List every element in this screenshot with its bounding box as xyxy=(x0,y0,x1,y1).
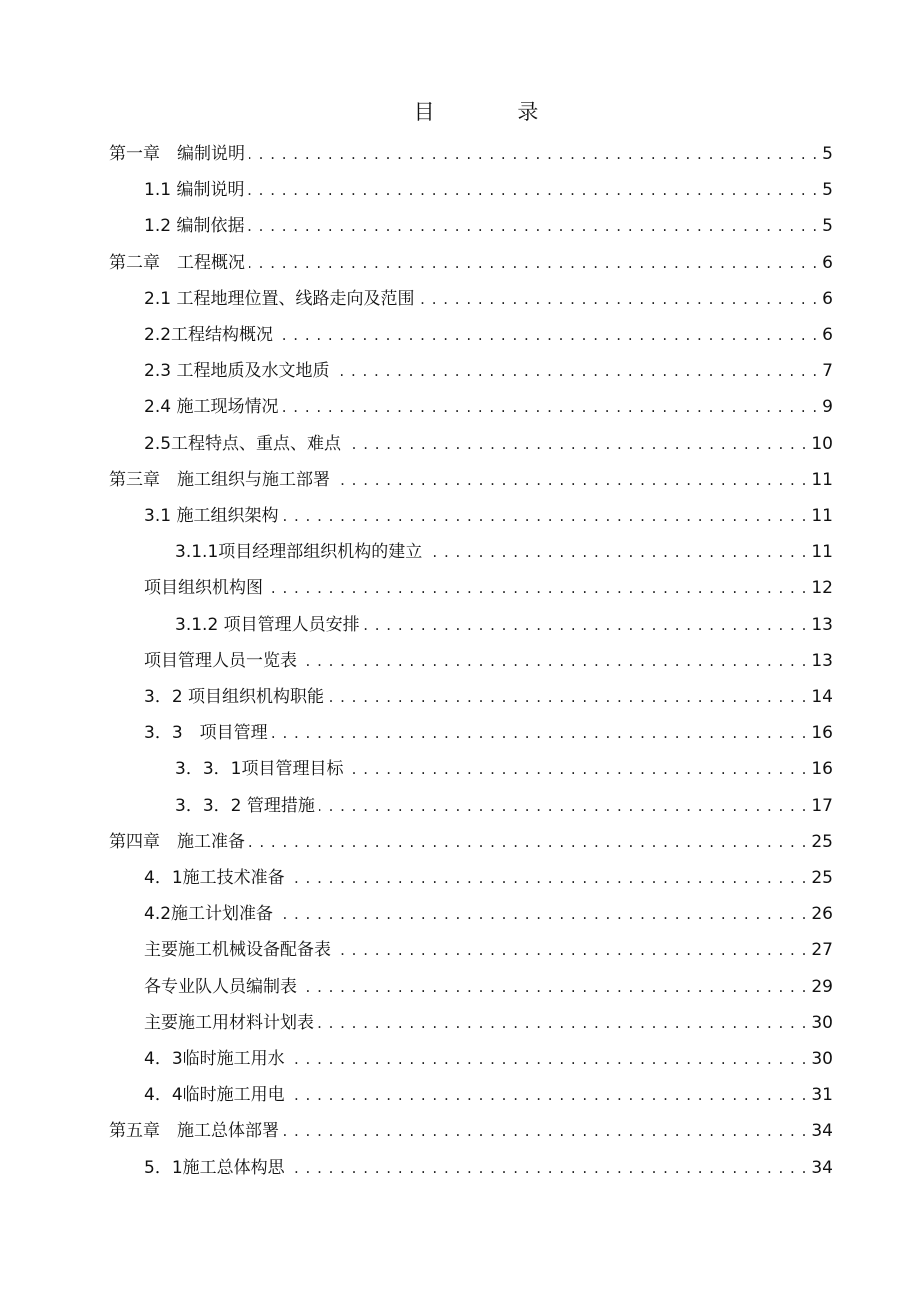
toc-page-number: 11 xyxy=(811,542,833,563)
toc-section-entry[interactable] xyxy=(144,969,833,1005)
toc-dot-leader xyxy=(301,969,807,1005)
toc-dot-leader xyxy=(283,1113,807,1149)
toc-page-number: 9 xyxy=(822,397,833,418)
toc-dot-leader xyxy=(277,896,807,932)
toc-section-entry[interactable] xyxy=(144,172,833,208)
toc-dot-leader xyxy=(289,860,808,896)
toc-entry-title: 2.1 工程地理位置、线路走向及范围 xyxy=(144,288,415,309)
toc-entry-title: 4．3临时施工用水 xyxy=(144,1049,285,1069)
toc-subsection-entry[interactable] xyxy=(175,534,833,570)
toc-entry-title: 第三章 施工组织与施工部署 xyxy=(109,469,330,490)
toc-page-number: 30 xyxy=(811,1049,833,1069)
toc-page-number: 6 xyxy=(822,288,833,309)
toc-entry-title: 1.1 编制说明 xyxy=(144,180,245,201)
toc-page-number: 17 xyxy=(811,795,833,816)
toc-dot-leader xyxy=(301,643,807,679)
toc-dot-leader xyxy=(249,245,818,281)
toc-page-number: 26 xyxy=(811,904,833,925)
toc-entry-title: 3．3 项目管理 xyxy=(144,723,268,744)
toc-page-number: 13 xyxy=(811,650,833,671)
toc-section-entry[interactable] xyxy=(144,570,833,606)
toc-entry-title: 3.1 施工组织架构 xyxy=(144,506,279,526)
toc-dot-leader xyxy=(319,788,808,824)
toc-dot-leader xyxy=(289,1150,808,1186)
toc-page-number: 10 xyxy=(811,433,833,454)
toc-section-entry[interactable] xyxy=(144,1077,833,1113)
toc-subsection-entry[interactable] xyxy=(175,607,833,643)
toc-page-number: 5 xyxy=(822,216,833,237)
toc-page-number: 34 xyxy=(811,1157,833,1178)
toc-section-entry[interactable] xyxy=(144,1150,833,1186)
toc-dot-leader xyxy=(364,607,808,643)
toc-dot-leader xyxy=(289,1077,808,1113)
toc-entry-title: 2.5工程特点、重点、难点 xyxy=(144,433,342,454)
toc-dot-leader xyxy=(282,498,807,534)
toc-page-number: 6 xyxy=(822,325,833,345)
toc-entry-title: 第一章 编制说明 xyxy=(109,144,245,164)
toc-section-entry[interactable] xyxy=(144,715,833,751)
toc-section-entry[interactable] xyxy=(144,389,833,425)
page-title: 目 录 xyxy=(413,100,577,124)
toc-entry-title: 1.2 编制依据 xyxy=(144,216,245,237)
toc-dot-leader xyxy=(328,679,807,715)
toc-section-entry[interactable] xyxy=(144,353,833,389)
toc-page-number: 13 xyxy=(811,614,833,635)
toc-dot-leader xyxy=(418,281,818,317)
toc-page-number: 11 xyxy=(811,506,833,526)
toc-entry-title: 4．4临时施工用电 xyxy=(144,1085,285,1106)
toc-page-number: 34 xyxy=(811,1121,833,1142)
toc-entry-title: 主要施工机械设备配备表 xyxy=(144,940,331,961)
toc-section-entry[interactable] xyxy=(144,896,833,932)
toc-page-number: 11 xyxy=(811,469,833,490)
toc-dot-leader xyxy=(345,426,807,462)
toc-entry-title: 2.4 施工现场情况 xyxy=(144,397,279,418)
toc-chapter-entry[interactable] xyxy=(109,824,833,860)
toc-page-number: 16 xyxy=(811,723,833,744)
toc-page-number: 25 xyxy=(811,868,833,888)
toc-entry-title: 3．3．2 管理措施 xyxy=(175,795,315,816)
toc-entry-title: 2.3 工程地质及水文地质 xyxy=(144,361,330,382)
toc-chapter-entry[interactable] xyxy=(109,136,833,172)
toc-page-number: 25 xyxy=(811,831,833,852)
toc-dot-leader xyxy=(318,1005,807,1041)
toc-dot-leader xyxy=(249,824,807,860)
toc-section-entry[interactable] xyxy=(144,498,833,534)
toc-chapter-entry[interactable] xyxy=(109,462,833,498)
toc-section-entry[interactable] xyxy=(144,281,833,317)
toc-entry-title: 3．3．1项目管理目标 xyxy=(175,759,344,780)
toc-entry-title: 项目管理人员一览表 xyxy=(144,650,297,671)
toc-entry-title: 主要施工用材料计划表 xyxy=(144,1012,314,1033)
toc-entry-title: 各专业队人员编制表 xyxy=(144,976,297,997)
toc-dot-leader xyxy=(277,317,818,353)
toc-dot-leader xyxy=(272,715,808,751)
toc-section-entry[interactable] xyxy=(144,643,833,679)
toc-dot-leader xyxy=(248,208,818,244)
toc-section-entry[interactable] xyxy=(144,426,833,462)
toc-page-number: 7 xyxy=(822,361,833,382)
toc-entry-title: 2.2工程结构概况 xyxy=(144,325,274,345)
toc-dot-leader xyxy=(249,136,818,172)
toc-entry-title: 3.1.2 项目管理人员安排 xyxy=(175,614,360,635)
toc-dot-leader xyxy=(248,172,818,208)
toc-section-entry[interactable] xyxy=(144,932,833,968)
toc-page-number: 30 xyxy=(811,1012,833,1033)
toc-page-number: 27 xyxy=(811,940,833,961)
toc-dot-leader xyxy=(267,570,807,606)
toc-chapter-entry[interactable] xyxy=(109,245,833,281)
toc-dot-leader xyxy=(289,1041,808,1077)
toc-entry-title: 4．1施工技术准备 xyxy=(144,868,285,888)
toc-page-number: 31 xyxy=(811,1085,833,1106)
toc-dot-leader xyxy=(335,932,807,968)
toc-entry-title: 第五章 施工总体部署 xyxy=(109,1121,279,1142)
toc-section-entry[interactable] xyxy=(144,208,833,244)
toc-section-entry[interactable] xyxy=(144,1005,833,1041)
toc-subsection-entry[interactable] xyxy=(175,751,833,787)
toc-entry-title: 3.1.1项目经理部组织机构的建立 xyxy=(175,542,423,563)
toc-entry-title: 3．2 项目组织机构职能 xyxy=(144,687,325,707)
toc-dot-leader xyxy=(333,353,818,389)
toc-entry-title: 第二章 工程概况 xyxy=(109,252,245,273)
toc-entry-title: 项目组织机构图 xyxy=(144,578,263,599)
toc-section-entry[interactable] xyxy=(144,860,833,896)
toc-dot-leader xyxy=(282,389,818,425)
toc-page-number: 29 xyxy=(811,976,833,997)
toc-subsection-entry[interactable] xyxy=(175,788,833,824)
toc-page-number: 16 xyxy=(811,759,833,780)
toc-page-number: 14 xyxy=(811,687,833,707)
toc-page-number: 5 xyxy=(822,180,833,201)
toc-dot-leader xyxy=(347,751,807,787)
toc-entry-title: 第四章 施工准备 xyxy=(109,831,245,852)
toc-section-entry[interactable] xyxy=(144,679,833,715)
toc-dot-leader xyxy=(334,462,807,498)
toc-chapter-entry[interactable] xyxy=(109,1113,833,1149)
toc-page-number: 5 xyxy=(822,144,833,164)
toc-entry-title: 5．1施工总体构思 xyxy=(144,1157,285,1178)
toc-dot-leader xyxy=(426,534,807,570)
toc-section-entry[interactable] xyxy=(144,317,833,353)
toc-entry-title: 4.2施工计划准备 xyxy=(144,904,274,925)
toc-page-number: 6 xyxy=(822,252,833,273)
toc-page-number: 12 xyxy=(811,578,833,599)
toc-section-entry[interactable] xyxy=(144,1041,833,1077)
